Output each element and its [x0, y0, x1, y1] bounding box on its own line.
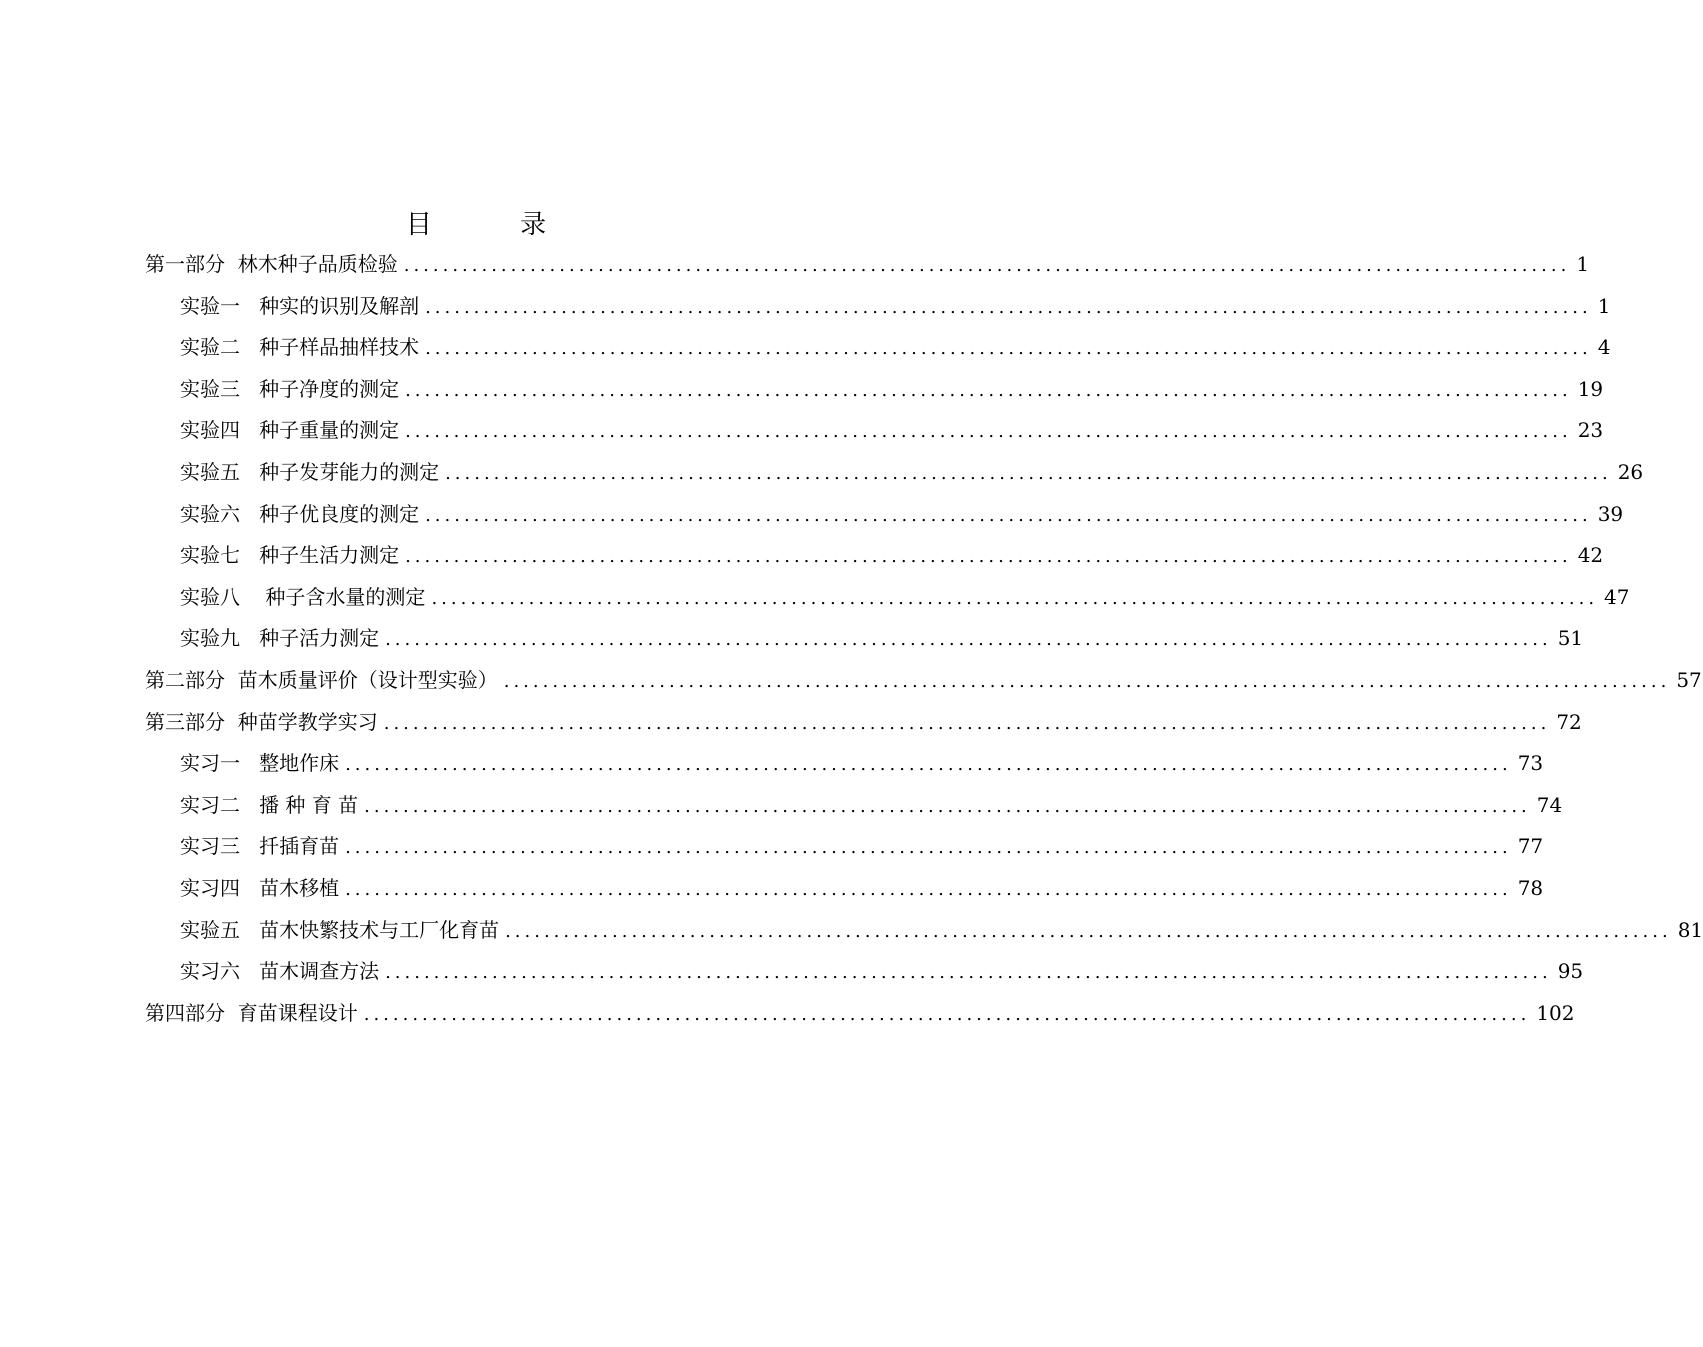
toc-page-number: 78 [1517, 876, 1544, 900]
toc-leader-dots: ........................................................................................................................ [403, 255, 1571, 276]
toc-section-entry[interactable] [180, 496, 1624, 532]
toc-part-entry[interactable] [145, 246, 1590, 282]
toc-entry-label: 第四部分 育苗课程设计 [145, 1000, 358, 1025]
toc-leader-dots: ........................................................................................................................ [425, 338, 1592, 360]
toc-page-number: 51 [1557, 626, 1584, 651]
toc-page-number: 39 [1597, 501, 1624, 526]
toc-entry-label: 第三部分 种苗学教学实习 [145, 709, 378, 734]
toc-leader-dots: ........................................................................................................................ [425, 296, 1592, 318]
toc-leader-dots: ........................................................................................................................ [345, 754, 1512, 776]
toc-leader-dots: ........................................................................................................................ [364, 795, 1531, 817]
toc-leader-dots: ........................................................................................................................ [425, 504, 1592, 526]
toc-section-entry[interactable] [180, 412, 1604, 448]
toc-entry-label: 实验三 种子净度的测定 [180, 376, 400, 401]
toc-entry-label: 第一部分 林木种子品质检验 [145, 252, 398, 276]
toc-leader-dots: ........................................................................................................................ [405, 546, 1572, 568]
toc-section-entry[interactable] [180, 454, 1644, 490]
toc-entry-label: 实验一 种实的识别及解剖 [180, 293, 420, 318]
toc-entry-label: 实验八 种子含水量的测定 [180, 584, 426, 609]
toc-entry-label: 实习四 苗木移植 [180, 876, 340, 900]
toc-entry-label: 实习六 苗木调查方法 [180, 959, 380, 984]
toc-page-number: 74 [1536, 792, 1563, 817]
toc-page-number: 1 [1597, 293, 1611, 318]
toc-section-entry[interactable] [180, 288, 1611, 324]
toc-page-number: 23 [1577, 418, 1604, 443]
toc-leader-dots: ........................................................................................................................ [385, 962, 1552, 984]
toc-section-entry[interactable] [180, 745, 1544, 781]
toc-page-number: 102 [1536, 1000, 1575, 1025]
toc-section-entry[interactable] [180, 620, 1584, 656]
toc-entry-label: 实验五 种子发芽能力的测定 [180, 460, 440, 484]
toc-leader-dots: ........................................................................................................................ [363, 1003, 1531, 1025]
toc-section-entry[interactable] [180, 329, 1611, 365]
toc-page-number: 4 [1597, 335, 1611, 360]
toc-section-entry[interactable] [180, 912, 1703, 948]
toc-section-entry[interactable] [180, 953, 1584, 989]
toc-section-entry[interactable] [180, 828, 1544, 864]
toc-entry-label: 实习一 整地作床 [180, 751, 340, 776]
toc-entry-label: 实习二 播 种 育 苗 [180, 792, 359, 817]
toc-part-entry[interactable] [145, 704, 1582, 740]
toc-page-number: 95 [1557, 959, 1584, 984]
toc-part-entry[interactable] [145, 662, 1702, 698]
toc-section-entry[interactable] [180, 537, 1604, 573]
toc-page-number: 47 [1604, 584, 1630, 609]
toc-page-number: 26 [1617, 460, 1644, 484]
toc-entry-label: 实验四 种子重量的测定 [180, 418, 400, 443]
toc-leader-dots: ........................................................................................................................ [445, 463, 1612, 484]
toc-leader-dots: ........................................................................................................................ [431, 587, 1599, 609]
toc-entry-label: 实验五 苗木快繁技术与工厂化育苗 [180, 917, 500, 942]
toc-page-number: 77 [1517, 834, 1544, 859]
toc-title: 目 录 [405, 210, 587, 240]
toc-section-entry[interactable] [180, 870, 1544, 906]
toc-section-entry[interactable] [180, 371, 1604, 407]
toc-page-number: 42 [1577, 543, 1604, 568]
toc-entry-label: 实习三 扦插育苗 [180, 834, 340, 859]
toc-page-number: 19 [1577, 376, 1604, 401]
toc-page-number: 81 [1677, 917, 1703, 942]
toc-section-entry[interactable] [180, 579, 1630, 615]
toc-leader-dots: ........................................................................................................................ [345, 837, 1512, 859]
toc-entry-label: 第二部分 苗木质量评价（设计型实验） [145, 668, 498, 692]
toc-leader-dots: ........................................................................................................................ [505, 920, 1672, 942]
toc-page-number: 1 [1576, 252, 1590, 276]
toc-entry-label: 实验七 种子生活力测定 [180, 543, 400, 568]
toc-leader-dots: ........................................................................................................................ [405, 421, 1572, 443]
toc-page-number: 72 [1556, 709, 1582, 734]
toc-page-number: 57 [1676, 668, 1702, 692]
toc-entry-label: 实验二 种子样品抽样技术 [180, 335, 420, 360]
toc-leader-dots: ........................................................................................................................ [405, 379, 1572, 401]
toc-leader-dots: ........................................................................................................................ [383, 712, 1551, 734]
toc-leader-dots: ........................................................................................................................ [503, 671, 1671, 692]
toc-section-entry[interactable] [180, 787, 1563, 823]
toc-entry-label: 实验九 种子活力测定 [180, 626, 380, 651]
toc-part-entry[interactable] [145, 995, 1575, 1031]
toc-leader-dots: ........................................................................................................................ [385, 629, 1552, 651]
toc-entry-label: 实验六 种子优良度的测定 [180, 501, 420, 526]
toc-page-number: 73 [1517, 751, 1544, 776]
toc-leader-dots: ........................................................................................................................ [345, 879, 1512, 900]
